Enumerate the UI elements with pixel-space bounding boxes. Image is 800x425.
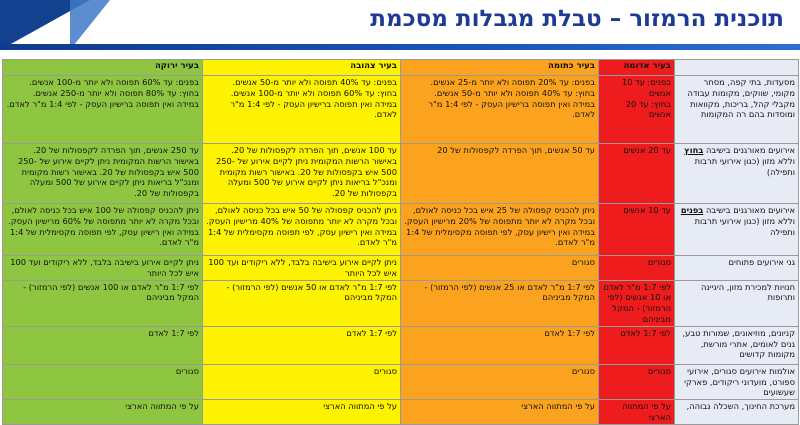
cell-yellow: עד 100 אנשים, תוך הפרדה לקפסולות של 20. באישור הרשות המקומית ניתן לקיים אירוע של -250 500 איש בקפסולות של 20. באישור רשות מקומית ומנכ"ל בריאות ניתן לקיים אירוע של 500 ומעלה בקפסולות של 20. — [203, 144, 401, 204]
header-decoration-accent — [70, 0, 110, 50]
cell-orange: עד 50 אנשים, תוך הפרדה לקפסולות של 20 — [401, 144, 599, 204]
cell-yellow: ניתן להכניס קפסולה של 50 איש בכל כניסה לאולם, ובכל מקרה לא יותר מתפוסה של 40% מרישיון העסק. במידה ואין רישיון עסק, לפי תפוסה מקסימלית של 1:4 מ"ר לאדם. — [203, 204, 401, 256]
page-title: תוכנית הרמזור – טבלת מגבלות מסכמת — [370, 6, 784, 32]
table-header-row — [3, 60, 799, 76]
cell-red: עד 10 אנשים — [599, 204, 675, 256]
header-yellow-city: בעיר צהובה — [203, 60, 401, 76]
row-activity: קניונים, מוזיאונים, שמורות טבע, גנים לאומים, אתרי מורשת, מקומות קדושים — [675, 326, 799, 364]
table-row — [3, 280, 799, 326]
row-activity-text: וללא מזון (כגון אירועי תרבות ותפילה) — [694, 155, 795, 177]
row-activity-text: וללא מזון (כגון אירועי תרבות ותפילה — [694, 215, 795, 237]
cell-red: לפי 1:7 לאדם — [599, 326, 675, 364]
row-activity-emphasis: בפנים — [680, 205, 704, 215]
cell-green: לפי 1:7 מ"ר לאדם או 100 אנשים (לפי הרמזור) - המקל מביניהם — [3, 280, 203, 326]
cell-yellow: ניתן לקיים אירוע בישיבה בלבד, ללא ריקודים ועד 100 איש לכל היותר — [203, 256, 401, 281]
header-activity — [675, 60, 799, 76]
table-row — [3, 204, 799, 256]
cell-orange: על פי המתווה הארצי — [401, 400, 599, 425]
cell-green: ניתן לקיים אירוע בישיבה בלבד, ללא ריקודים ועד 100 איש לכל היותר — [3, 256, 203, 281]
row-activity-text: אירועים מאורגנים בישיבה — [705, 145, 795, 155]
table-row — [3, 364, 799, 399]
row-activity: מערכת החינוך, השכלה גבוהה, — [675, 400, 799, 425]
cell-yellow: לפי 1:7 לאדם — [203, 326, 401, 364]
table-row — [3, 326, 799, 364]
cell-orange: לפי 1:7 מ"ר לאדם או 25 אנשים (לפי הרמזור) - המקל מביניהם — [401, 280, 599, 326]
row-activity: אולמות אירועים סגורים, אירועי ספורט, מועדוני ריקודים, פארקי שעשועים — [675, 364, 799, 399]
cell-green: ניתן להכניס קפסולה של 100 איש בכל כניסה לאולם, ובכל מקרה לא יותר מתפוסה של 60% מרישיון העסק. במידה ואין רישיון עסק, לפי תפוסה מקסימלית של 1:4 מ"ר לאדם. — [3, 204, 203, 256]
cell-orange: סגורים — [401, 256, 599, 281]
restrictions-table — [2, 59, 799, 425]
cell-green: בפנים: עד 60% תפוסה ולא יותר מ-100 אנשים. בחוץ: עד 80% תפוסה ולא יותר מ-250 אנשים. במידה ואין תפוסה ברישיון העסק - לפי 1:4 מ"ר לאדם. — [3, 76, 203, 144]
row-activity: חנויות למכירת מזון, היגיינה ותרופות — [675, 280, 799, 326]
cell-orange: בפנים: עד 20% תפוסה ולא יותר מ-25 אנשים. בחוץ: עד 40% תפוסה ולא יותר מ-50 אנשים. במידה ואין תפוסה ברישיון העסק - לפי 1:4 מ"ר לאדם. — [401, 76, 599, 144]
cell-red: סגורים — [599, 256, 675, 281]
table-row — [3, 400, 799, 425]
row-activity-emphasis: בחוץ — [684, 145, 704, 155]
cell-yellow: בפנים: עד 40% תפוסה ולא יותר מ-50 אנשים. בחוץ: עד 60% תפוסה ולא יותר מ-100 אנשים. במידה ואין תפוסה ברישיון העסק - לפי 1:4 מ"ר לאדם. — [203, 76, 401, 144]
row-activity — [675, 144, 799, 204]
row-activity: גני אירועים פתוחים — [675, 256, 799, 281]
row-activity: מסעדות, בתי קפה, מסחר מקומי, שווקים, מקומות עבודה מקבלי קהל, בריכות, מקוואות ומוסדות בהם רה המקומות — [675, 76, 799, 144]
cell-yellow: על פי המתווה הארצי — [203, 400, 401, 425]
cell-green: עד 250 אנשים, תוך הפרדה לקפסולות של 20. באישור הרשות המקומית ניתן לקיים אירוע של -250 500 איש בקפסולות של 20. באישור רשות מקומית ומנכ"ל בריאות ניתן לקיים אירוע של 500 ומעלה בקפסולות של 20. — [3, 144, 203, 204]
cell-orange: ניתן להכניס קפסולה של 25 איש בכל כניסה לאולם, ובכל מקרה לא יותר מתפוסה של 20% מרישיון העסק. במידה ואין רישיון עסק, לפי תפוסה מקסימלית של 1:4 מ"ר לאדם. — [401, 204, 599, 256]
table-row — [3, 256, 799, 281]
cell-yellow: לפי 1:7 מ"ר לאדם או 50 אנשים (לפי הרמזור) - המקל מביניהם — [203, 280, 401, 326]
cell-orange: סגורים — [401, 364, 599, 399]
header-red-city: בעיר אדומה — [599, 60, 675, 76]
cell-green: על פי המתווה הארצי — [3, 400, 203, 425]
header-orange-city: בעיר כתומה — [401, 60, 599, 76]
cell-green: לפי 1:7 לאדם — [3, 326, 203, 364]
cell-green: סגורים — [3, 364, 203, 399]
header-green-city: בעיר ירוקה — [3, 60, 203, 76]
header-rule — [0, 44, 800, 50]
cell-red: על פי המתווה הארצי — [599, 400, 675, 425]
row-activity-text: אירועים מאורגנים בישיבה — [705, 205, 795, 215]
cell-yellow: סגורים — [203, 364, 401, 399]
cell-red: עד 20 אנשים — [599, 144, 675, 204]
table-row — [3, 76, 799, 144]
cell-red: בפנים: עד 10 אנשים בחוץ: עד 20 אנשים — [599, 76, 675, 144]
cell-red: לפי 1:7 מ"ר לאדם או 10 אנשים (לפי הרמזור) - המקל מביניהם — [599, 280, 675, 326]
row-activity — [675, 204, 799, 256]
cell-red: סגורים — [599, 364, 675, 399]
table-row — [3, 144, 799, 204]
cell-orange: לפי 1:7 לאדם — [401, 326, 599, 364]
